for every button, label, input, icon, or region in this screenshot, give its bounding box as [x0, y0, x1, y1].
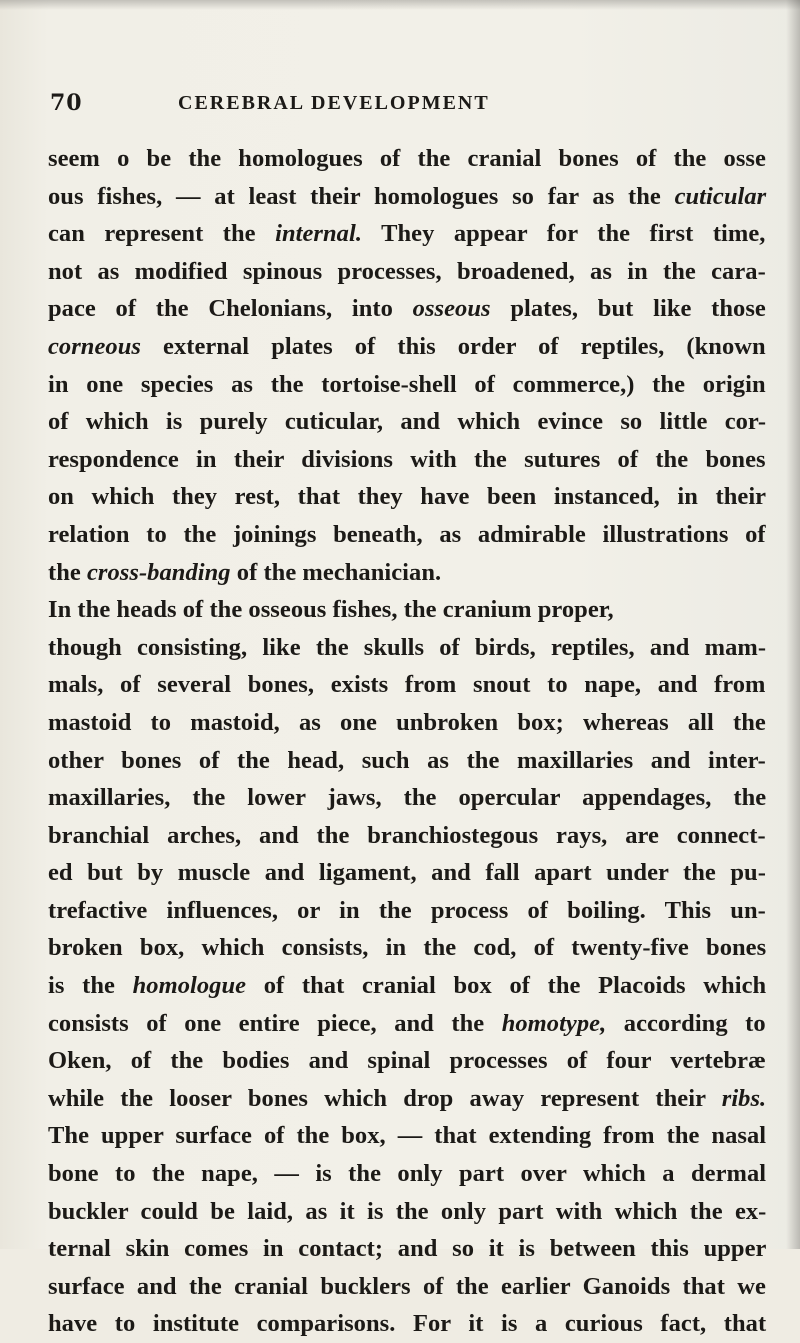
text-segment: plates, but like those	[490, 295, 766, 323]
text-line	[48, 1305, 766, 1343]
text-line	[48, 742, 766, 780]
text-line	[48, 1005, 766, 1043]
text-segment: surface and the cranial bucklers of the earlier Ganoids that we	[48, 1272, 766, 1300]
text-line	[48, 817, 766, 855]
italic-text: homotype,	[501, 1009, 607, 1037]
text-segment: ternal skin comes in contact; and so it is between this upper	[48, 1235, 767, 1263]
text-segment: not as modified spinous processes, broadened, as in the cara-	[48, 257, 766, 285]
text-segment: of which is purely cuticular, and which evince so little cor-	[48, 408, 767, 436]
text-line	[48, 779, 766, 817]
text-segment: broken box, which consists, in the cod, of twenty-five bones	[48, 934, 767, 962]
body-text	[48, 140, 766, 1343]
text-segment: pace of the Chelonians, into	[48, 295, 413, 323]
text-segment: according to	[606, 1009, 766, 1037]
text-segment: trefactive influences, or in the process of boiling. This un-	[48, 896, 766, 924]
text-segment: consists of one entire piece, and the	[48, 1009, 502, 1037]
text-segment: respondence in their divisions with the sutures of the bones	[48, 445, 766, 473]
text-line	[48, 629, 766, 667]
text-segment: in one species as the tortoise-shell of commerce,) the origin	[48, 370, 766, 398]
text-line	[48, 140, 766, 178]
text-line	[48, 478, 766, 516]
text-line	[48, 403, 766, 441]
text-line	[48, 441, 766, 479]
text-line	[48, 1080, 766, 1118]
text-segment: They appear for the first time,	[362, 220, 766, 248]
text-line	[48, 591, 766, 629]
text-line	[48, 328, 766, 366]
text-segment: have to institute comparisons. For it is a curious fact, that	[48, 1310, 767, 1338]
text-segment: relation to the joinings beneath, as admirable illustrations of	[48, 520, 766, 548]
text-segment: external plates of this order of reptiles, (known	[140, 332, 766, 360]
text-line	[48, 929, 766, 967]
running-head	[50, 90, 760, 120]
text-segment: In the heads of the osseous fishes, the cranium proper,	[48, 596, 614, 624]
running-title: CEREBRAL DEVELOPMENT	[178, 92, 490, 114]
text-segment: on which they rest, that they have been instanced, in their	[48, 483, 767, 511]
text-line	[48, 704, 766, 742]
text-line	[48, 1268, 766, 1306]
text-line	[48, 892, 766, 930]
text-segment: mastoid to mastoid, as one unbroken box; whereas all the	[48, 708, 766, 736]
text-line	[48, 178, 766, 216]
italic-text: internal.	[275, 220, 363, 248]
text-line	[48, 854, 766, 892]
text-segment: buckler could be laid, as it is the only part with which the ex-	[48, 1197, 767, 1225]
text-segment: of the mechanician.	[230, 558, 442, 586]
text-segment: ed but by muscle and ligament, and fall apart under the pu-	[48, 859, 766, 887]
text-line	[48, 215, 766, 253]
text-segment: of that cranial box of the Placoids which	[246, 972, 767, 1000]
text-segment: mals, of several bones, exists from snout to nape, and from	[48, 671, 766, 699]
text-line	[48, 1230, 766, 1268]
text-line	[48, 516, 766, 554]
text-segment: The upper surface of the box, — that extending from the nasal	[48, 1122, 767, 1150]
text-segment: other bones of the head, such as the maxillaries and inter-	[48, 746, 766, 774]
text-segment: bone to the nape, — is the only part over which a dermal	[48, 1160, 767, 1188]
text-line	[48, 1117, 766, 1155]
italic-text: ribs.	[721, 1084, 767, 1112]
text-segment: branchial arches, and the branchiostegous rays, are connect-	[48, 821, 766, 849]
text-segment: while the looser bones which drop away represent their	[48, 1084, 722, 1112]
italic-text: homologue	[132, 972, 247, 1000]
page-number: 70	[50, 90, 83, 116]
text-line	[48, 666, 766, 704]
text-segment: ous fishes, — at least their homologues so far as the	[48, 182, 675, 210]
text-line	[48, 1155, 766, 1193]
text-segment: though consisting, like the skulls of birds, reptiles, and mam-	[48, 633, 767, 661]
text-line	[48, 290, 766, 328]
text-segment: seem o be the homologues of the cranial bones of the osse	[48, 145, 766, 172]
text-segment: is the	[48, 972, 133, 1000]
italic-text: corneous	[48, 332, 141, 360]
text-line	[48, 1193, 766, 1231]
italic-text: cross-banding	[86, 558, 231, 586]
text-segment: can represent the	[48, 220, 276, 248]
text-segment: the	[48, 558, 87, 586]
scan-top-shadow	[0, 0, 800, 10]
text-line	[48, 967, 766, 1005]
text-segment: Oken, of the bodies and spinal processes of four vertebræ	[48, 1047, 766, 1075]
text-line	[48, 554, 766, 592]
text-line	[48, 253, 766, 291]
text-line	[48, 366, 766, 404]
text-line	[48, 1042, 766, 1080]
italic-text: osseous	[412, 295, 491, 323]
scan-right-edge	[786, 0, 800, 1249]
text-segment: maxillaries, the lower jaws, the opercular appendages, the	[48, 784, 767, 812]
italic-text: cuticular	[674, 182, 767, 210]
